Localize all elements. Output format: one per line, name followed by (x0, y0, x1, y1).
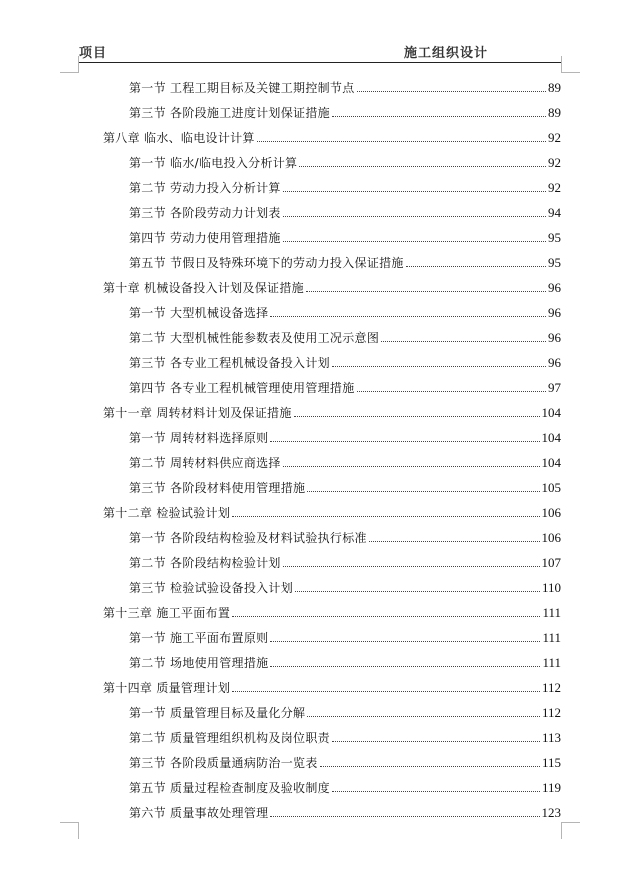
toc-dot-leader (357, 390, 546, 392)
toc-page-number: 96 (548, 280, 561, 295)
toc-entry-title: 第四节 各专业工程机械管理使用管理措施 (129, 381, 355, 395)
toc-page-number: 112 (541, 680, 561, 695)
toc-section-entry[interactable] (129, 176, 561, 196)
toc-section-entry[interactable] (129, 701, 561, 721)
toc-dot-leader (299, 165, 546, 167)
toc-entry-title: 第一节 周转材料选择原则 (129, 431, 269, 445)
toc-section-entry[interactable] (129, 751, 561, 771)
crop-mark-bottom-left (60, 822, 79, 839)
toc-page-number: 89 (548, 105, 561, 120)
toc-page-number: 95 (548, 255, 561, 270)
toc-dot-leader (270, 665, 540, 667)
toc-section-entry[interactable] (129, 776, 561, 796)
toc-section-entry[interactable] (129, 151, 561, 171)
toc-dot-leader (283, 240, 546, 242)
toc-dot-leader (232, 690, 540, 692)
toc-dot-leader (307, 490, 539, 492)
crop-mark-bottom-right (561, 822, 580, 839)
toc-page-number: 106 (541, 505, 561, 520)
toc-entry-title: 第三节 各阶段劳动力计划表 (129, 206, 281, 220)
toc-entry-title: 第一节 施工平面布置原则 (129, 631, 269, 645)
toc-dot-leader (270, 640, 540, 642)
toc-chapter-entry[interactable] (103, 126, 561, 146)
toc-dot-leader (283, 565, 540, 567)
toc-section-entry[interactable] (129, 251, 561, 271)
header-document-title: 施工组织设计 (404, 46, 489, 61)
toc-chapter-entry[interactable] (103, 676, 561, 696)
toc-entry-title: 第二节 质量管理组织机构及岗位职责 (129, 731, 330, 745)
page-header (79, 40, 561, 61)
toc-section-entry[interactable] (129, 626, 561, 646)
toc-dot-leader (332, 115, 546, 117)
toc-entry-title: 第一节 临水/临电投入分析计算 (129, 156, 298, 170)
toc-page-number: 97 (548, 380, 561, 395)
toc-section-entry[interactable] (129, 476, 561, 496)
toc-dot-leader (332, 740, 540, 742)
toc-page-number: 110 (541, 580, 561, 595)
toc-entry-title: 第十章 机械设备投入计划及保证措施 (103, 281, 304, 295)
toc-page-number: 107 (541, 555, 561, 570)
toc-entry-title: 第十二章 检验试验计划 (103, 506, 231, 520)
toc-entry-title: 第八章 临水、临电设计计算 (103, 131, 255, 145)
toc-page-number: 95 (548, 230, 561, 245)
toc-dot-leader (283, 190, 546, 192)
toc-entry-title: 第三节 各阶段质量通病防治一览表 (129, 756, 318, 770)
toc-section-entry[interactable] (129, 201, 561, 221)
toc-chapter-entry[interactable] (103, 276, 561, 296)
toc-page-number: 112 (541, 705, 561, 720)
toc-dot-leader (307, 715, 540, 717)
toc-section-entry[interactable] (129, 801, 561, 821)
toc-page-number: 96 (548, 330, 561, 345)
toc-dot-leader (283, 465, 540, 467)
toc-page-number: 104 (541, 455, 561, 470)
crop-mark-top-left (60, 56, 79, 73)
toc-entry-title: 第一节 各阶段结构检验及材料试验执行标准 (129, 531, 367, 545)
toc-chapter-entry[interactable] (103, 501, 561, 521)
toc-entry-title: 第二节 大型机械性能参数表及使用工况示意图 (129, 331, 380, 345)
toc-section-entry[interactable] (129, 376, 561, 396)
toc-entry-title: 第一节 质量管理目标及量化分解 (129, 706, 306, 720)
toc-dot-leader (270, 815, 539, 817)
toc-entry-title: 第二节 劳动力投入分析计算 (129, 181, 281, 195)
toc-page-number: 111 (542, 605, 561, 620)
header-project-label: 项目 (79, 46, 108, 61)
header-rule (79, 62, 561, 63)
toc-page-number: 111 (542, 655, 561, 670)
toc-entry-title: 第二节 各阶段结构检验计划 (129, 556, 281, 570)
crop-mark-top-right (561, 56, 580, 73)
toc-page-number: 96 (548, 355, 561, 370)
toc-entry-title: 第三节 各阶段施工进度计划保证措施 (129, 106, 330, 120)
toc-chapter-entry[interactable] (103, 401, 561, 421)
toc-page-number: 106 (541, 530, 561, 545)
toc-entry-title: 第十一章 周转材料计划及保证措施 (103, 406, 292, 420)
toc-section-entry[interactable] (129, 526, 561, 546)
toc-entry-title: 第三节 各阶段材料使用管理措施 (129, 481, 306, 495)
toc-entry-title: 第二节 场地使用管理措施 (129, 656, 269, 670)
toc-section-entry[interactable] (129, 226, 561, 246)
toc-dot-leader (306, 290, 546, 292)
toc-entry-title: 第一节 工程工期目标及关键工期控制节点 (129, 81, 355, 95)
toc-entry-title: 第五节 质量过程检查制度及验收制度 (129, 781, 330, 795)
toc-chapter-entry[interactable] (103, 601, 561, 621)
toc-dot-leader (332, 365, 546, 367)
toc-dot-leader (332, 790, 540, 792)
toc-page-number: 104 (541, 405, 561, 420)
toc-dot-leader (232, 515, 539, 517)
toc-page-number: 96 (548, 305, 561, 320)
toc-dot-leader (369, 540, 540, 542)
toc-page-number: 92 (548, 130, 561, 145)
toc-entry-title: 第二节 周转材料供应商选择 (129, 456, 281, 470)
toc-entry-title: 第六节 质量事故处理管理 (129, 806, 269, 820)
toc-section-entry[interactable] (129, 426, 561, 446)
toc-dot-leader (257, 140, 546, 142)
toc-section-entry[interactable] (129, 651, 561, 671)
toc-page-number: 92 (548, 155, 561, 170)
toc-page-number: 113 (541, 730, 561, 745)
toc-page-number: 105 (541, 480, 561, 495)
toc-dot-leader (320, 765, 540, 767)
toc-entry-title: 第十四章 质量管理计划 (103, 681, 231, 695)
toc-dot-leader (283, 215, 546, 217)
toc-page-number: 119 (541, 780, 561, 795)
toc-page-number: 104 (541, 430, 561, 445)
toc-section-entry[interactable] (129, 301, 561, 321)
toc-section-entry[interactable] (129, 351, 561, 371)
toc-page-number: 92 (548, 180, 561, 195)
toc-dot-leader (270, 440, 539, 442)
toc-dot-leader (232, 615, 540, 617)
toc-section-entry[interactable] (129, 76, 561, 96)
toc-dot-leader (406, 265, 546, 267)
toc-entry-title: 第三节 各专业工程机械设备投入计划 (129, 356, 330, 370)
toc-dot-leader (294, 415, 540, 417)
toc-section-entry[interactable] (129, 101, 561, 121)
toc-page-number: 123 (541, 805, 561, 820)
toc-dot-leader (295, 590, 540, 592)
toc-section-entry[interactable] (129, 551, 561, 571)
toc-dot-leader (357, 90, 546, 92)
toc-page-number: 115 (541, 755, 561, 770)
toc-entry-title: 第五节 节假日及特殊环境下的劳动力投入保证措施 (129, 256, 404, 270)
toc-page-number: 94 (548, 205, 561, 220)
toc-entry-title: 第一节 大型机械设备选择 (129, 306, 269, 320)
toc-entry-title: 第三节 检验试验设备投入计划 (129, 581, 294, 595)
toc-section-entry[interactable] (129, 451, 561, 471)
toc-entry-title: 第十三章 施工平面布置 (103, 606, 231, 620)
toc-page-number: 89 (548, 80, 561, 95)
toc-dot-leader (381, 340, 546, 342)
toc-page-number: 111 (542, 630, 561, 645)
toc-section-entry[interactable] (129, 576, 561, 596)
toc-entry-title: 第四节 劳动力使用管理措施 (129, 231, 281, 245)
toc-dot-leader (270, 315, 546, 317)
toc-section-entry[interactable] (129, 326, 561, 346)
toc-section-entry[interactable] (129, 726, 561, 746)
